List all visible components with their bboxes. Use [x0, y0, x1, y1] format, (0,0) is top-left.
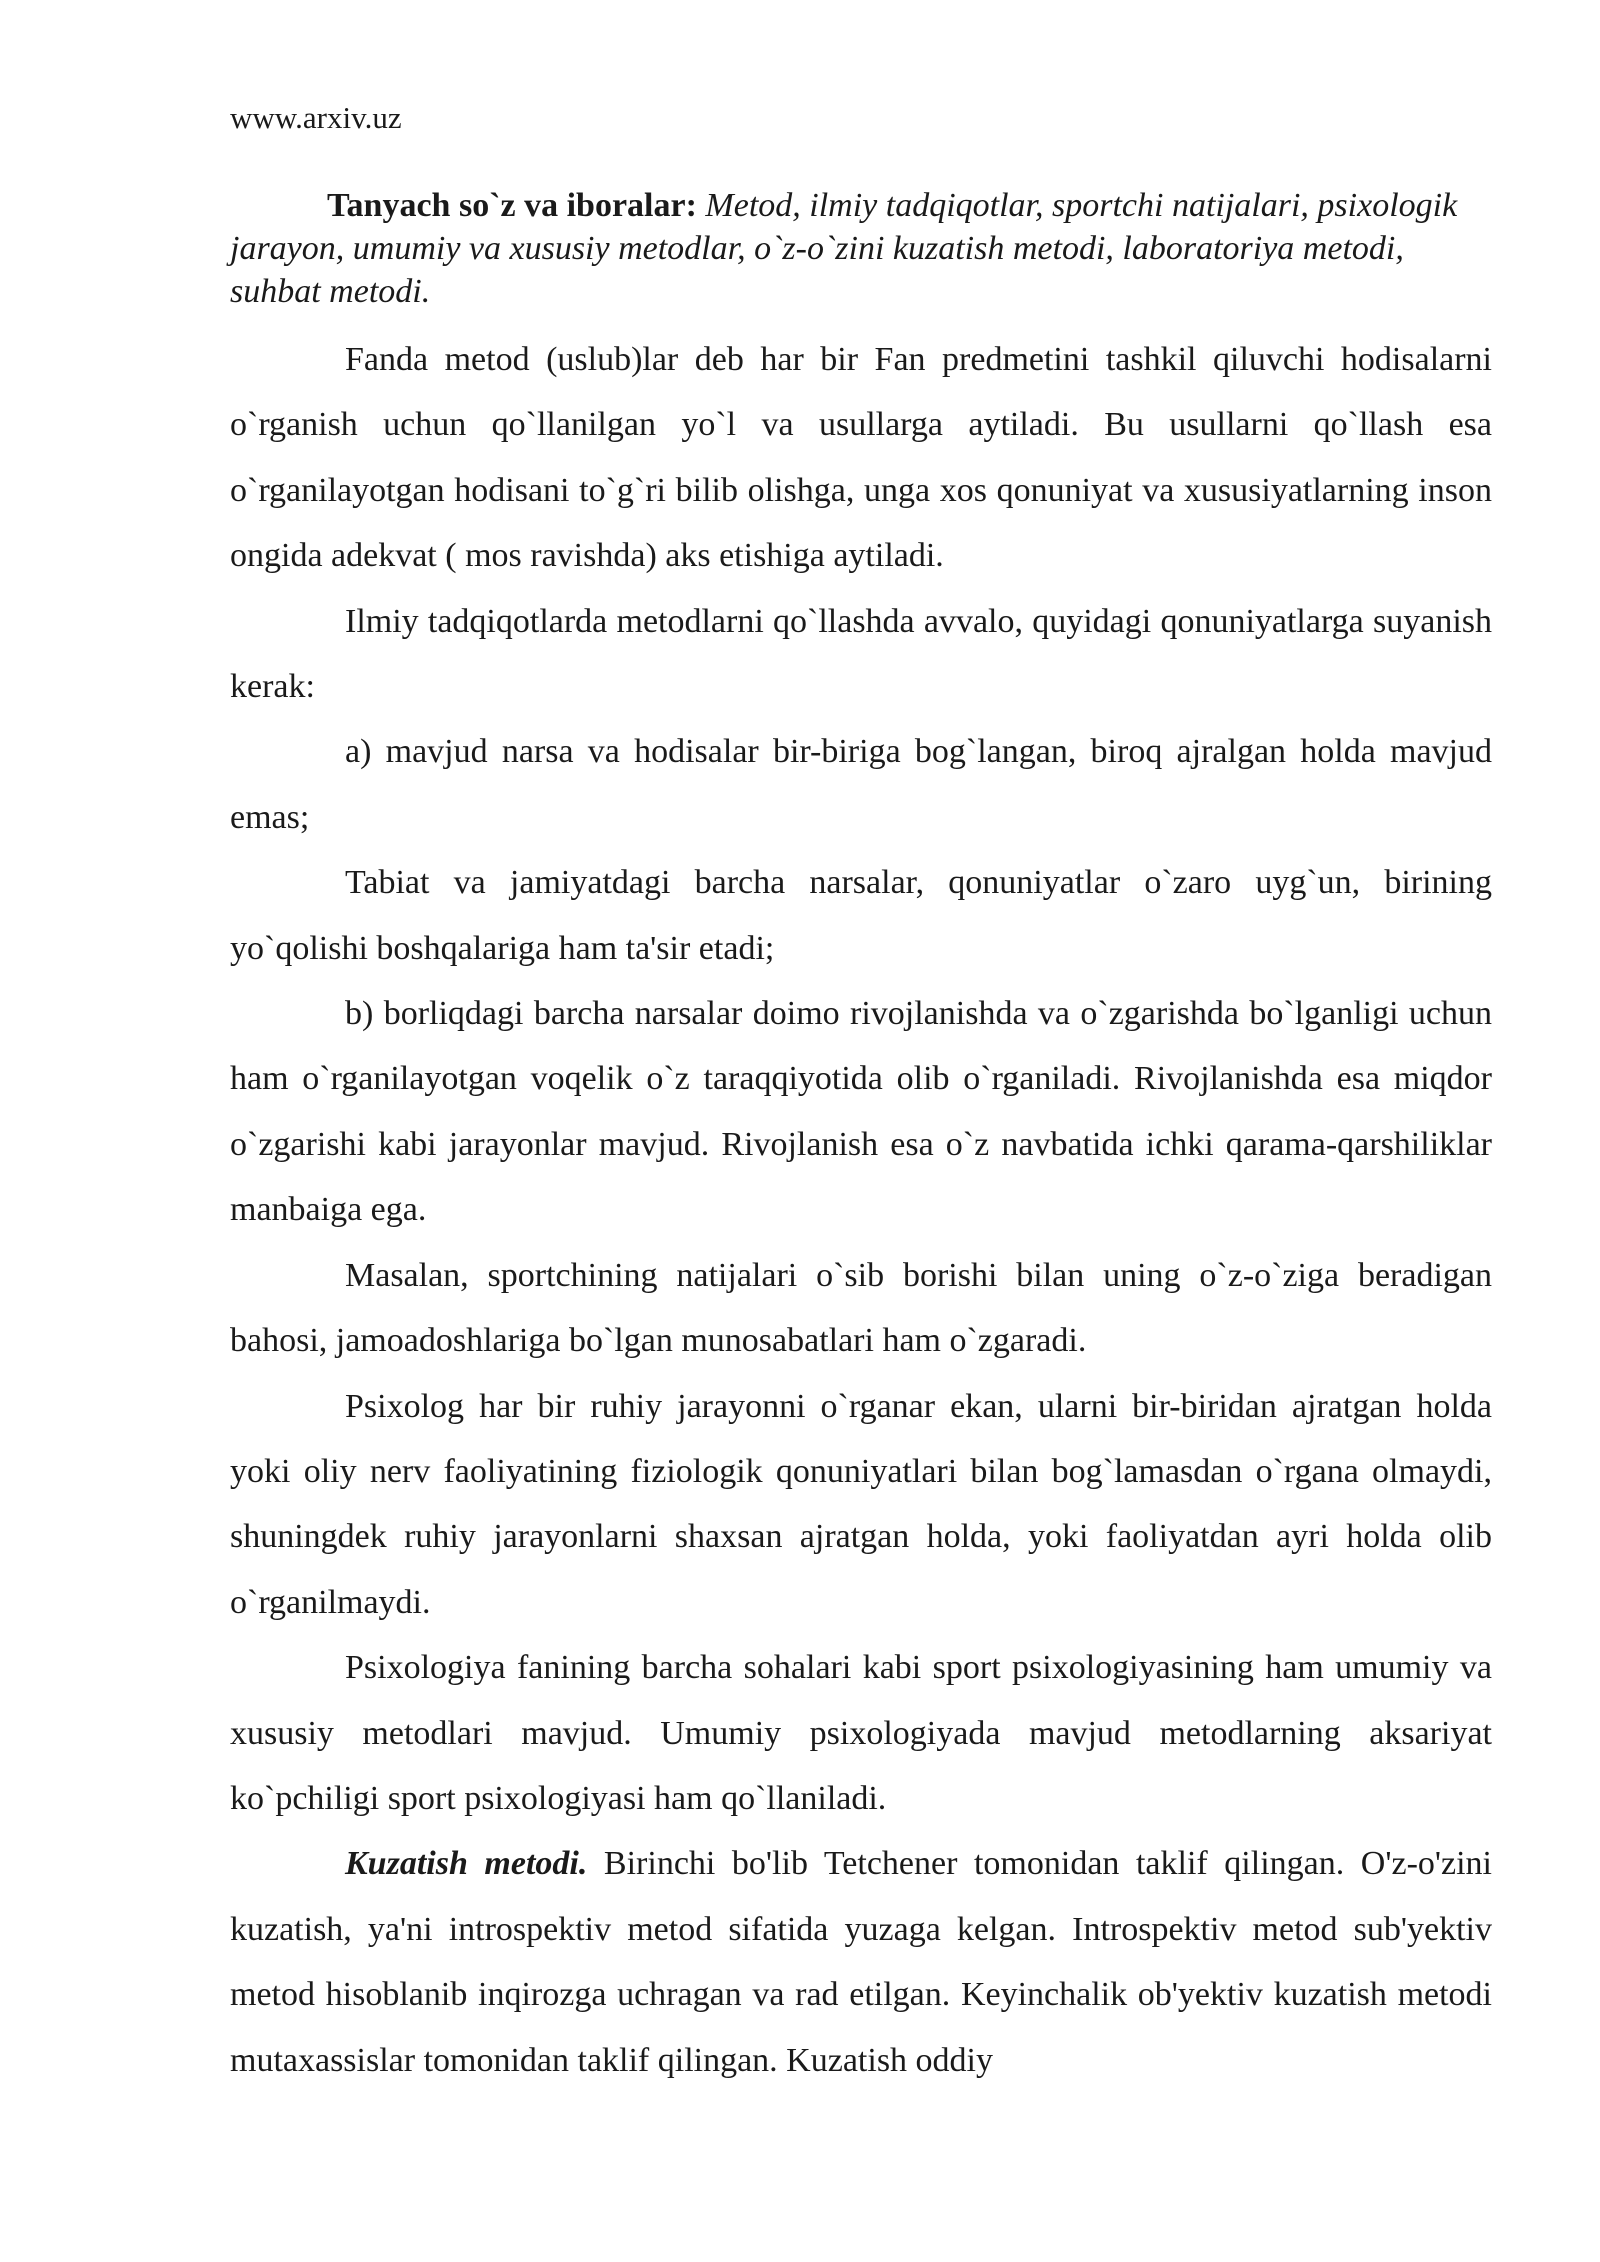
paragraph-text: Fanda metod (uslub)lar deb har bir Fan predmetini tashkil qiluvchi hodisalarni o`rganish uchun qo`llanilgan yo`l va usullarga aytiladi. Bu usullarni qo`llash esa o`rganilayotgan hodisani to`g`ri bilib olishga, unga xos qonuniyat va xususiyatlarning inson ongida adekvat ( mos ravishda) aks etishiga aytiladi. [230, 341, 1492, 575]
keywords-label: Tanyach so`z va iboralar: [327, 187, 697, 224]
paragraph-text: Tabiat va jamiyatdagi barcha narsalar, qonuniyatlar o`zaro uyg`un, birining yo`qolishi boshqalariga ham ta'sir etadi; [230, 864, 1492, 967]
paragraph [230, 327, 1492, 589]
section-lead: Kuzatish metodi. [345, 1845, 588, 1883]
paragraph [230, 850, 1492, 981]
paragraph [230, 589, 1492, 720]
paragraph [230, 719, 1492, 850]
paragraph [230, 1243, 1492, 1374]
paragraph-text: b) borliqdagi barcha narsalar doimo rivojlanishda va o`zgarishda bo`lganligi uchun ham o`rganilayotgan voqelik o`z taraqqiyotida olib o`rganiladi. Rivojlanishda esa miqdor o`zgarishi kabi jarayonlar mavjud. Rivojlanish esa o`z navbatida ichki qarama-qarshiliklar manbaiga ega. [230, 995, 1492, 1229]
paragraph-text: Psixologiya fanining barcha sohalari kabi sport psixologiyasining ham umumiy va xususiy metodlari mavjud. Umumiy psixologiyada mavjud metodlarning aksariyat ko`pchiligi sport psixologiyasi ham qo`llaniladi. [230, 1649, 1492, 1817]
paragraph [230, 1831, 1492, 2093]
paragraph [230, 981, 1492, 1243]
paragraph-text: Psixolog har bir ruhiy jarayonni o`rganar ekan, ularni bir-biridan ajratgan holda yoki oliy nerv faoliyatining fiziologik qonuniyatlari bilan bog`lamasdan o`rgana olmaydi, shuningdek ruhiy jarayonlarni shaxsan ajratgan holda, yoki faoliyatdan ayri holda olib o`rganilmaydi. [230, 1387, 1492, 1621]
paragraph-text: a) mavjud narsa va hodisalar bir-biriga bog`langan, biroq ajralgan holda mavjud emas; [230, 733, 1492, 836]
paragraph-text: Masalan, sportchining natijalari o`sib borishi bilan uning o`z-o`ziga beradigan bahosi, jamoadoshlariga bo`lgan munosabatlari ham o`zgaradi. [230, 1256, 1492, 1360]
site-url: www.arxiv.uz [230, 100, 402, 135]
keywords-block [230, 184, 1492, 313]
paragraph-text: Ilmiy tadqiqotlarda metodlarni qo`llashda avvalo, quyidagi qonuniyatlarga suyanish kerak: [230, 602, 1492, 706]
body-text [230, 327, 1492, 2093]
paragraph [230, 1635, 1492, 1831]
paragraph [230, 1374, 1492, 1636]
keywords-text: Metod, ilmiy tadqiqotlar, sportchi natijalari, psixologik jarayon, umumiy va xususiy metodlar, o`z-o`zini kuzatish metodi, laboratoriya metodi, suhbat metodi. [230, 187, 1458, 310]
paragraph-text: Birinchi bo'lib Tetchener tomonidan taklif qilingan. O'z-o'zini kuzatish, ya'ni introspektiv metod sifatida yuzaga kelgan. Introspektiv metod sub'yektiv metod hisoblanib inqirozga uchragan va rad etilgan. Keyinchalik ob'yektiv kuzatish metodi mutaxassislar tomonidan taklif qilingan. Kuzatish oddiy [230, 1845, 1492, 2079]
